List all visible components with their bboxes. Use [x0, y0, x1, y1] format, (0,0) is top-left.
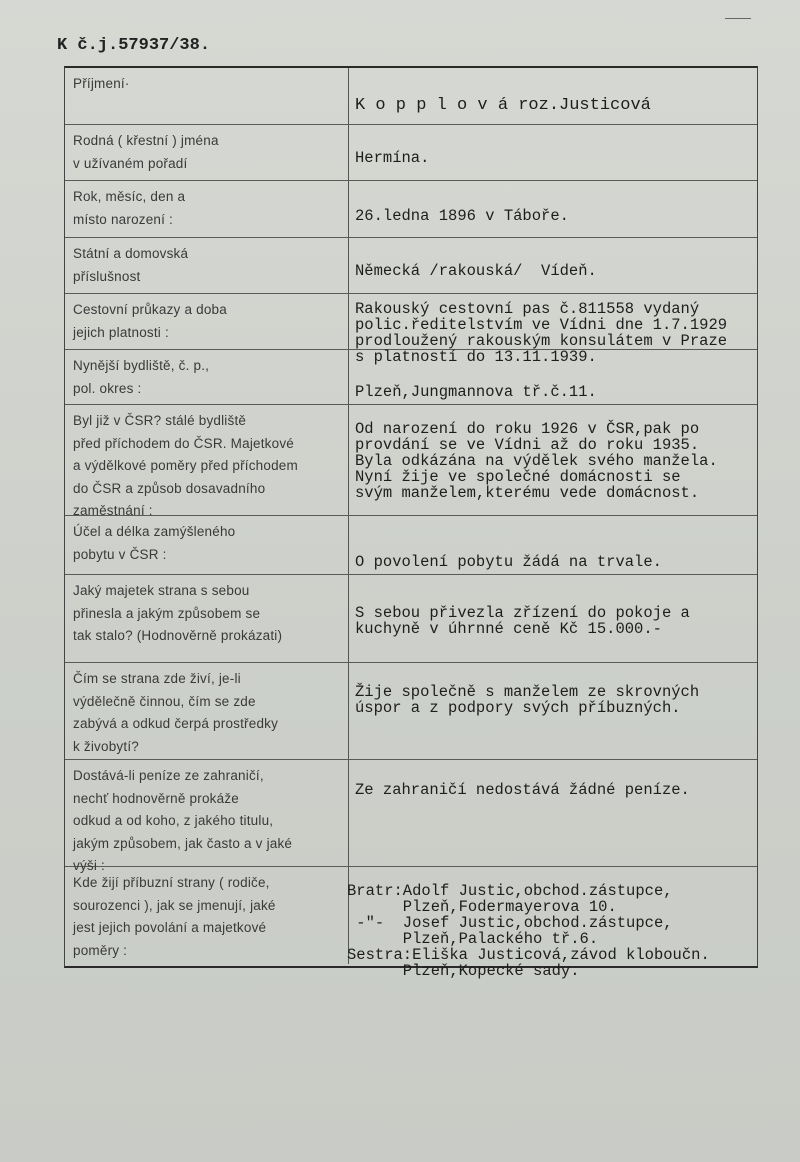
answer-text: Německá /rakouská/ Vídeň. [355, 262, 597, 280]
answer-text: S sebou přivezla zřízení do pokoje a kuchyně v úhrnné ceně Kč 15.000.- [355, 604, 690, 638]
question-label: Jaký majetek strana s sebou přinesla a jakým způsobem se tak stalo? (Hodnověrně prokázati) [65, 575, 349, 662]
question-label: Čím se strana zde živí, je-li výdělečně činnou, čím se zde zabývá a odkud čerpá prostředky k živobytí? [65, 663, 349, 759]
question-label: Kde žijí příbuzní strany ( rodiče, sourozenci ), jak se jmenují, jaké jest jejich povolání a majetkové poměry : [65, 867, 349, 964]
margin-mark [725, 18, 751, 19]
question-label: Byl již v ČSR? stálé bydliště před příchodem do ČSR. Majetkové a výdělkové poměry před příchodem do ČSR a způsob dosavadního zaměstnání : [65, 405, 349, 515]
question-label: Účel a délka zamýšleného pobytu v ČSR : [65, 516, 349, 574]
answer-text: Žije společně s manželem ze skrovných úspor a z podpory svých příbuzných. [355, 683, 700, 717]
answer-text: O povolení pobytu žádá na trvale. [355, 553, 662, 571]
answer-text: Bratr:Adolf Justic,obchod.zástupce, Plzeň,Fodermayerova 10. -"- Josef Justic,obchod.zástupce, Plzeň,Palackého tř.6. Sestra:Eliška Justicová,závod kloboučn. Plzeň,Kopecké sady. [347, 882, 710, 980]
row-residence [65, 350, 757, 405]
row-relatives [65, 867, 757, 980]
question-label: Státní a domovská příslušnost [65, 238, 349, 293]
question-label: Rodná ( křestní ) jména v užívaném pořadí [65, 125, 349, 180]
row-livelihood [65, 663, 757, 760]
row-foreign-money [65, 760, 757, 873]
row-citizenship [65, 238, 757, 294]
question-label: Dostává-li peníze ze zahraničí, nechť hodnověrně prokáže odkud a od koho, z jakého titulu, jakým způsobem, jak často a v jaké výši : [65, 760, 349, 866]
row-birth [65, 181, 757, 238]
answer-text: Plzeň,Jungmannova tř.č.11. [355, 383, 597, 401]
answer-text: Hermína. [355, 149, 430, 167]
reference-number: K č.j.57937/38. [57, 36, 211, 55]
answer-text: Rakouský cestovní pas č.811558 vydaný polic.ředitelstvím ve Vídni dne 1.7.1929 prodloužený rakouským konsulátem v Praze s platností do 13.11.1939. [355, 300, 728, 366]
row-previous-stay [65, 405, 757, 516]
row-given-names [65, 125, 757, 181]
question-label: Nynější bydliště, č. p., pol. okres : [65, 350, 349, 404]
answer-text: Ze zahraničí nedostává žádné peníze. [355, 781, 690, 799]
row-passport [65, 294, 757, 366]
question-label: Příjmení· [65, 68, 349, 124]
answer-text: Od narození do roku 1926 v ČSR,pak po provdání se ve Vídni až do roku 1935. Byla odkázána na výdělek svého manžela. Nyní žije ve společné domácnosti se svým manželem,kterému vede domácnost. [355, 420, 718, 502]
answer-text: K o p p l o v á roz.Justicová [355, 96, 651, 115]
question-label: Rok, měsíc, den a místo narození : [65, 181, 349, 237]
row-property [65, 575, 757, 663]
row-surname [65, 68, 757, 125]
row-purpose [65, 516, 757, 575]
question-label: Cestovní průkazy a doba jejich platnosti : [65, 294, 349, 349]
answer-text: 26.ledna 1896 v Táboře. [355, 207, 569, 225]
questionnaire-form [64, 66, 758, 980]
